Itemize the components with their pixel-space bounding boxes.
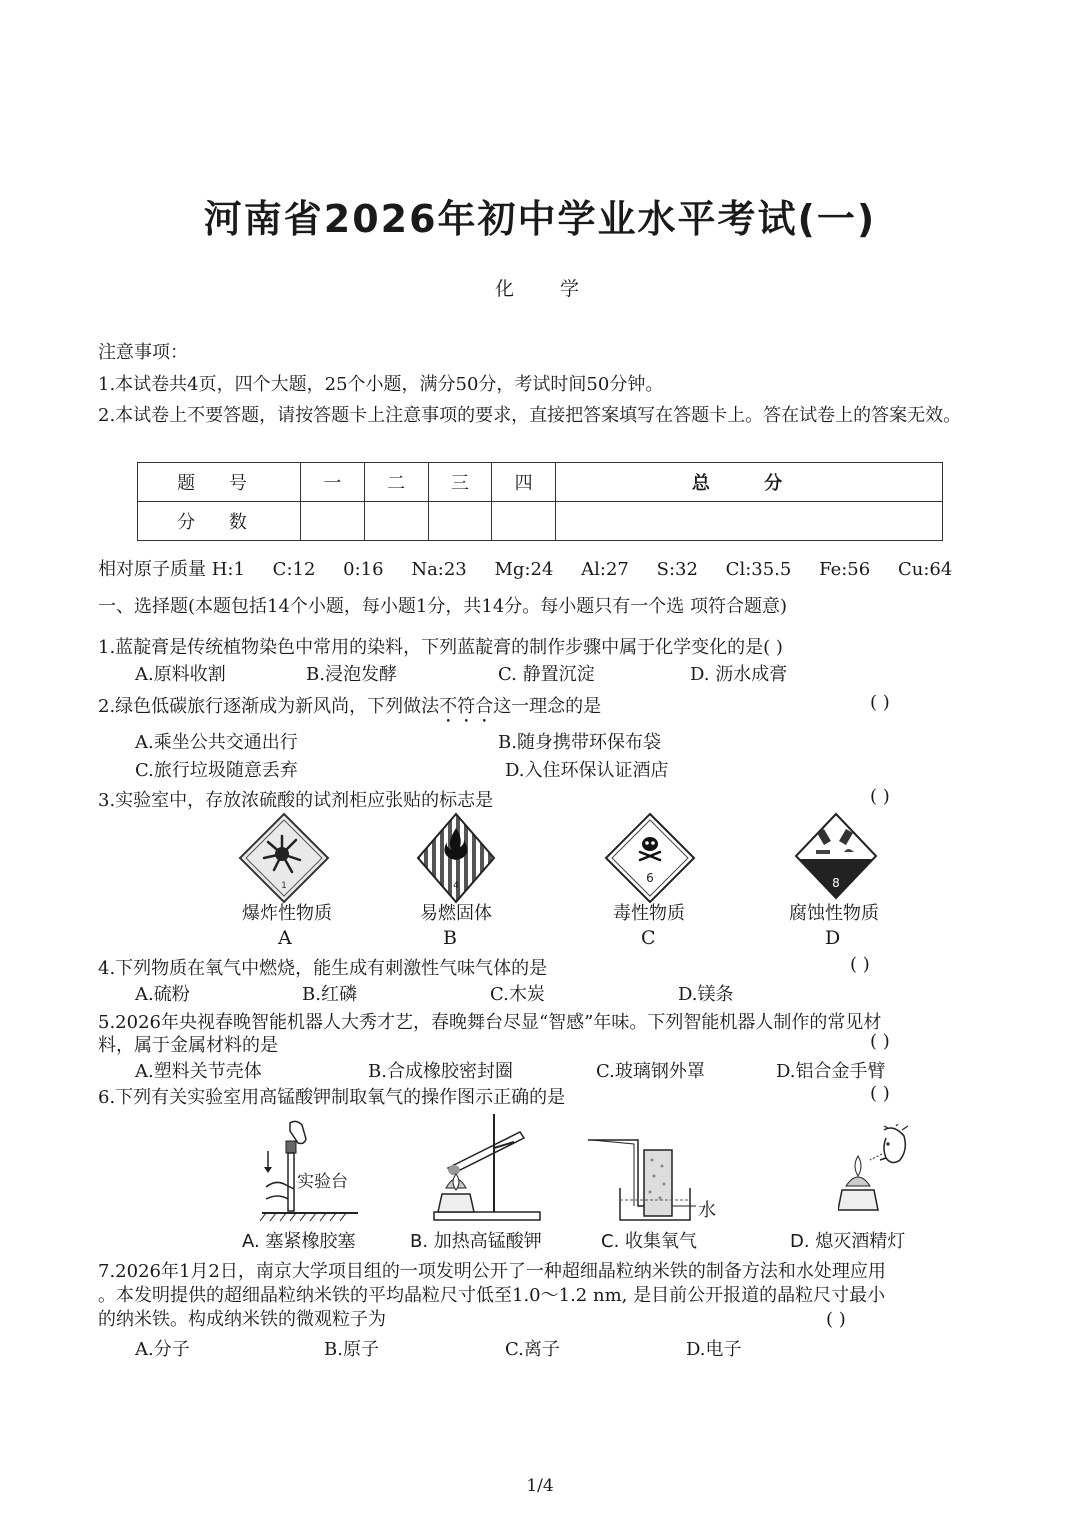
q3-caption-d: 腐蚀性物质 xyxy=(789,903,879,924)
q1-option-a[interactable]: A.原料收割 xyxy=(135,664,226,685)
exam-title: 河南省2026年初中学业水平考试(一) xyxy=(203,197,877,241)
q2-stem-post: 这一理念的是 xyxy=(493,696,602,717)
q2-option-a[interactable]: A.乘坐公共交通出行 xyxy=(135,732,298,753)
q3-letter-a[interactable]: A xyxy=(278,927,292,949)
corrosive-sign-icon[interactable] xyxy=(794,812,878,900)
q6-water-label: 水 xyxy=(698,1200,716,1221)
score-table xyxy=(137,462,943,541)
q2-stem-pre: 2.绿色低碳旅行逐渐成为新风尚，下列做法 xyxy=(98,696,440,717)
q2-option-d[interactable]: D.入住环保认证酒店 xyxy=(505,760,669,781)
notes-item-1: 1.本试卷共4页，四个大题，25个小题，满分50分，考试时间50分钟。 xyxy=(98,374,664,395)
mass-item: S:32 xyxy=(656,559,698,580)
q6-caption-d[interactable]: D. 熄灭酒精灯 xyxy=(790,1231,906,1252)
sign-number: 8 xyxy=(832,876,840,890)
q5-answer-paren[interactable]: ( ) xyxy=(870,1031,890,1052)
mass-item: C:12 xyxy=(272,559,316,580)
q1-option-b[interactable]: B.浸泡发酵 xyxy=(306,664,397,685)
q6-answer-paren[interactable]: ( ) xyxy=(870,1083,890,1104)
q7-option-d[interactable]: D.电子 xyxy=(686,1339,742,1360)
question-7-stem-line2: 。本发明提供的超细晶粒纳米铁的平均晶粒尺寸低至1.0～1.2 nm, 是目前公开报道的晶粒尺寸最小 xyxy=(98,1285,886,1306)
q1-option-c[interactable]: C. 静置沉淀 xyxy=(498,664,595,685)
score-entry-cell[interactable] xyxy=(428,502,492,541)
q6-caption-c[interactable]: C. 收集氧气 xyxy=(601,1231,698,1252)
score-table-score-row xyxy=(138,502,943,541)
score-table-cell: 四 xyxy=(492,463,556,502)
mass-item: Mg:24 xyxy=(494,559,554,580)
score-table-cell: 题 号 xyxy=(138,463,301,502)
q7-answer-paren[interactable]: ( ) xyxy=(826,1309,846,1330)
atomic-masses xyxy=(98,555,974,581)
score-entry-cell[interactable] xyxy=(556,502,943,541)
question-2-stem xyxy=(98,692,601,727)
score-table-cell: 一 xyxy=(301,463,365,502)
q6-caption-a[interactable]: A. 塞紧橡胶塞 xyxy=(242,1231,356,1252)
sign-number: 4 xyxy=(453,881,459,891)
q7-option-b[interactable]: B.原子 xyxy=(324,1339,379,1360)
score-entry-cell[interactable] xyxy=(492,502,556,541)
q3-caption-c: 毒性物质 xyxy=(613,903,685,924)
subject-label: 化学 xyxy=(494,278,625,300)
section-heading: 一、选择题(本题包括14个小题，每小题1分，共14分。每小题只有一个选 项符合题意) xyxy=(98,596,788,617)
q4-option-d[interactable]: D.镁条 xyxy=(678,984,734,1005)
score-table-cell: 二 xyxy=(364,463,428,502)
q6-bench-label: 实验台 xyxy=(297,1172,348,1192)
q2-answer-paren[interactable]: ( ) xyxy=(870,692,890,713)
mass-item: Al:27 xyxy=(581,559,629,580)
question-7-stem-line1: 7.2026年1月2日，南京大学项目组的一项发明公开了一种超细晶粒纳米铁的制备方法和水处理应用 xyxy=(98,1261,886,1282)
q3-letter-b[interactable]: B xyxy=(443,927,457,949)
mass-item: Fe:56 xyxy=(819,559,871,580)
question-5-stem-line2: 料，属于金属材料的是 xyxy=(98,1035,278,1056)
extinguish-lamp-figure-icon[interactable] xyxy=(838,1124,918,1224)
q4-option-b[interactable]: B.红磷 xyxy=(302,984,357,1005)
question-7-stem-line3: 的纳米铁。构成纳米铁的微观粒子为 xyxy=(98,1309,386,1330)
q2-option-b[interactable]: B.随身携带环保布袋 xyxy=(498,732,661,753)
explosive-sign-icon[interactable] xyxy=(238,812,330,904)
flammable-solid-sign-icon[interactable] xyxy=(416,812,496,904)
q4-answer-paren[interactable]: ( ) xyxy=(850,954,870,975)
heating-apparatus-figure-icon[interactable] xyxy=(428,1108,548,1226)
mass-item: Cl:35.5 xyxy=(725,559,792,580)
question-4-stem: 4.下列物质在氧气中燃烧，能生成有刺激性气味气体的是 xyxy=(98,958,548,979)
score-table-cell: 总 分 xyxy=(556,463,943,502)
score-table-cell: 三 xyxy=(428,463,492,502)
q3-caption-b: 易燃固体 xyxy=(420,903,492,924)
q4-option-c[interactable]: C.木炭 xyxy=(490,984,545,1005)
question-5-stem-line1: 5.2026年央视春晚智能机器人大秀才艺，春晚舞台尽显“智感”年味。下列智能机器人制作的常见材 xyxy=(98,1012,882,1033)
sign-number: 6 xyxy=(646,871,654,885)
question-3-stem: 3.实验室中，存放浓硫酸的试剂柜应张贴的标志是 xyxy=(98,790,494,811)
q4-option-a[interactable]: A.硫粉 xyxy=(135,984,190,1005)
collect-oxygen-figure-icon[interactable] xyxy=(584,1136,708,1228)
mass-item: 0:16 xyxy=(343,559,384,580)
score-entry-cell[interactable] xyxy=(301,502,365,541)
q7-option-c[interactable]: C.离子 xyxy=(505,1339,560,1360)
notes-item-2: 2.本试卷上不要答题，请按答题卡上注意事项的要求，直接把答案填写在答题卡上。答在试卷上的答案无效。 xyxy=(98,405,962,426)
mass-item: Na:23 xyxy=(411,559,467,580)
q5-option-c[interactable]: C.玻璃钢外罩 xyxy=(596,1061,705,1082)
question-6-stem: 6.下列有关实验室用高锰酸钾制取氧气的操作图示正确的是 xyxy=(98,1087,566,1108)
sign-number: 1 xyxy=(281,881,287,891)
q3-caption-a: 爆炸性物质 xyxy=(242,903,332,924)
q6-caption-b[interactable]: B. 加热高锰酸钾 xyxy=(410,1231,542,1252)
q1-option-d[interactable]: D. 沥水成膏 xyxy=(690,664,788,685)
score-table-cell: 分 数 xyxy=(138,502,301,541)
q5-option-d[interactable]: D.铝合金手臂 xyxy=(776,1061,886,1082)
q5-option-b[interactable]: B.合成橡胶密封圈 xyxy=(368,1061,513,1082)
toxic-sign-icon[interactable] xyxy=(604,812,696,904)
mass-item: Cu:64 xyxy=(897,559,953,580)
notes-heading: 注意事项： xyxy=(98,342,188,363)
score-entry-cell[interactable] xyxy=(364,502,428,541)
q3-letter-d[interactable]: D xyxy=(825,927,841,949)
mass-label: 相对原子质量 H:1 xyxy=(98,559,245,580)
q7-option-a[interactable]: A.分子 xyxy=(135,1339,190,1360)
question-1-stem: 1.蓝靛膏是传统植物染色中常用的染料，下列蓝靛膏的制作步骤中属于化学变化的是( ) xyxy=(98,637,783,658)
q2-option-c[interactable]: C.旅行垃圾随意丢弃 xyxy=(135,760,298,781)
page-number: 1/4 xyxy=(526,1476,554,1496)
q2-stem-emphasis: 不符合 xyxy=(439,696,494,717)
score-table-header-row xyxy=(138,463,943,502)
q3-answer-paren[interactable]: ( ) xyxy=(870,786,890,807)
q5-option-a[interactable]: A.塑料关节壳体 xyxy=(135,1061,262,1082)
q3-letter-c[interactable]: C xyxy=(641,927,656,949)
